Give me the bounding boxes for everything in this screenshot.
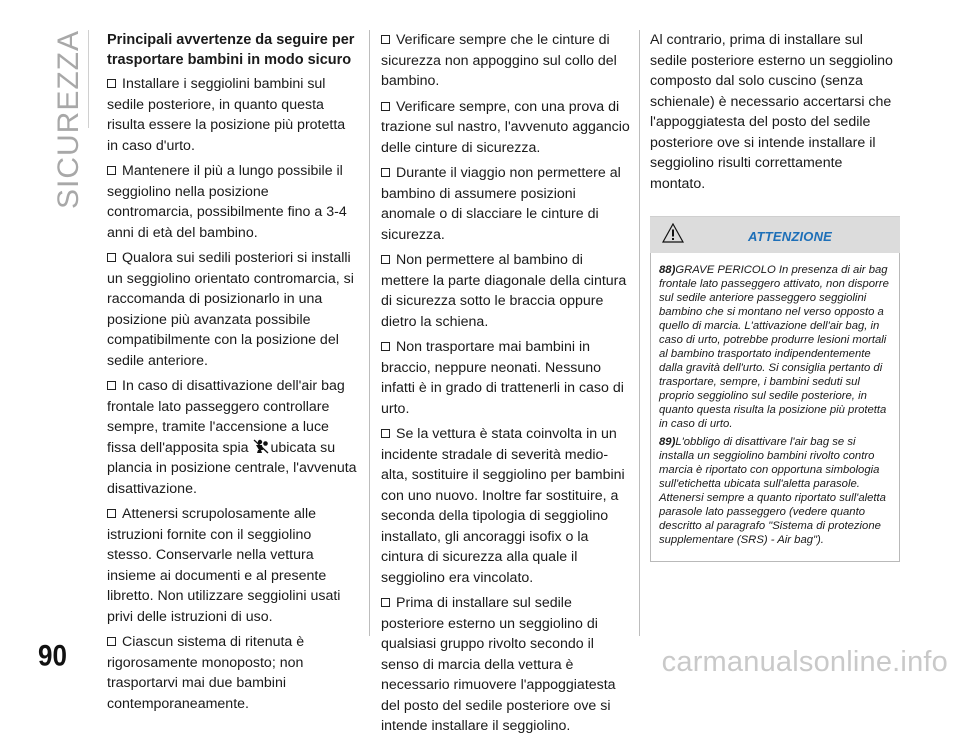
warning-header	[650, 216, 900, 253]
bullet-text: Prima di installare sul sedile posteriore esterno un seggiolino di qualsiasi gruppo rivolto secondo il senso di marcia della vettura è necessario rimuovere l'appoggiatesta del posto del sedile posteriore ove si intende installare il seggiolino.	[381, 595, 616, 734]
column-1	[107, 30, 357, 719]
airbag-off-warning-light-icon	[253, 439, 269, 454]
square-bullet-icon	[107, 637, 116, 646]
bullet-text: Ciascun sistema di ritenuta è rigorosamente monoposto; non trasportarvi mai due bambini contemporaneamente.	[107, 634, 305, 712]
column-3	[650, 30, 900, 562]
bullet-paragraph	[381, 424, 631, 588]
square-bullet-icon	[107, 79, 116, 88]
square-bullet-icon	[381, 255, 390, 264]
column-divider	[369, 30, 370, 636]
bullet-paragraph	[381, 30, 631, 92]
bullet-text: Verificare sempre, con una prova di trazione sul nastro, l'avvenuto aggancio delle cinture di sicurezza.	[381, 98, 630, 156]
section-label: SICUREZZA	[52, 30, 85, 210]
square-bullet-icon	[381, 102, 390, 111]
bullet-text: Installare i seggiolini bambini sul sedile posteriore, in quanto questa risulta essere la posizione più protetta in caso d'urto.	[107, 76, 346, 154]
bullet-paragraph	[381, 97, 631, 159]
bullet-paragraph	[381, 250, 631, 332]
bullet-text: In caso di disattivazione dell'air bag frontale lato passeggero controllare sempre, tramite l'accensione a luce fissa dell'apposita spia	[107, 378, 345, 456]
warning-note	[659, 263, 891, 431]
watermark: carmanualsonline.info	[661, 646, 948, 678]
bullet-paragraph	[107, 248, 357, 371]
bullet-text: Qualora sui sedili posteriori si installi un seggiolino orientato contromarcia, si raccomanda di posizionarlo in una posizione più avanzata possibile compatibilmente con la posizione del sedile anteriore.	[107, 250, 354, 369]
bullet-paragraph	[107, 74, 357, 156]
intro-paragraph: Al contrario, prima di installare sul sedile posteriore esterno un seggiolino composto dal solo cuscino (senza schienale) è necessario accertarsi che l'appoggiatesta del posto del sedile posteriore ove si intende installare il seggiolino risulti correttamente montato.	[650, 32, 893, 192]
column-2	[381, 30, 631, 742]
bullet-paragraph	[107, 376, 357, 499]
bullet-text: Se la vettura è stata coinvolta in un incidente stradale di severità medio-alta, sostituire il seggiolino per bambini con uno nuovo. Inoltre far sostituire, a seconda della tipologia di seggiolino installato, gli ancoraggi isofix o la cintura di sicurezza alla quale il seggiolino era vincolato.	[381, 426, 625, 586]
square-bullet-icon	[381, 168, 390, 177]
warning-box	[650, 216, 900, 562]
bullet-text: Durante il viaggio non permettere al bambino di assumere posizioni anomale o di slacciare le cinture di sicurezza.	[381, 165, 621, 243]
page-number: 90	[38, 637, 67, 673]
bullet-paragraph	[381, 593, 631, 737]
bullet-paragraph	[381, 163, 631, 245]
note-number: 88)	[659, 264, 676, 276]
square-bullet-icon	[381, 342, 390, 351]
square-bullet-icon	[107, 166, 116, 175]
note-number: 89)	[659, 436, 676, 448]
square-bullet-icon	[107, 509, 116, 518]
warning-title: ATTENZIONE	[747, 229, 833, 244]
warning-body	[650, 253, 900, 562]
square-bullet-icon	[107, 253, 116, 262]
bullet-text: ubicata su plancia in posizione centrale, l'avvenuta disattivazione.	[107, 439, 357, 497]
column-divider	[639, 30, 640, 636]
section-heading: Principali avvertenze da seguire per trasportare bambini in modo sicuro	[107, 32, 355, 68]
bullet-text: Attenersi scrupolosamente alle istruzioni fornite con il seggiolino stesso. Conservarle nella vettura insieme ai documenti e al presente libretto. Non utilizzare seggiolini usati privi delle istruzioni di uso.	[107, 506, 341, 625]
square-bullet-icon	[381, 35, 390, 44]
bullet-text: Non permettere al bambino di mettere la parte diagonale della cintura di sicurezza sotto le braccia oppure dietro la schiena.	[381, 252, 627, 330]
square-bullet-icon	[381, 429, 390, 438]
bullet-text: Non trasportare mai bambini in braccio, neppure neonati. Nessuno infatti è in grado di trattenerli in caso di urto.	[381, 339, 624, 417]
square-bullet-icon	[107, 381, 116, 390]
section-tab-divider	[88, 30, 89, 128]
bullet-text: Mantenere il più a lungo possibile il seggiolino nella posizione contromarcia, possibilmente fino a 3-4 anni di età del bambino.	[107, 163, 347, 241]
bullet-paragraph	[107, 161, 357, 243]
bullet-paragraph	[381, 337, 631, 419]
square-bullet-icon	[381, 598, 390, 607]
note-text: L'obbligo di disattivare l'air bag se si installa un seggiolino bambini rivolto contro marcia è riportato con opportuna simbologia sull'etichetta ubicata sull'aletta parasole. Attenersi sempre a quanto riportato sull'aletta parasole lato passeggero (vedere quanto descritto al paragrafo "Sistema di protezione supplementare (SRS) - Air bag").	[659, 436, 886, 546]
bullet-paragraph	[107, 632, 357, 714]
note-text: GRAVE PERICOLO In presenza di air bag frontale lato passeggero attivato, non disporre sul sedile anteriore passeggero seggiolini bambino che si montano nel verso opposto a quello di marcia. L'attivazione dell'air bag, in caso di urto, potrebbe produrre lesioni mortali al bambino trasportato indipendentemente dalla gravità dell'urto. Si consiglia pertanto di trasportare, sempre, i bambini seduti sul proprio seggiolino sul sedile posteriore, in quanto questa risulta la posizione più protetta in caso di urto.	[659, 264, 889, 430]
bullet-paragraph	[107, 504, 357, 627]
warning-note	[659, 435, 891, 547]
bullet-text: Verificare sempre che le cinture di sicurezza non appoggino sul collo del bambino.	[381, 32, 617, 89]
